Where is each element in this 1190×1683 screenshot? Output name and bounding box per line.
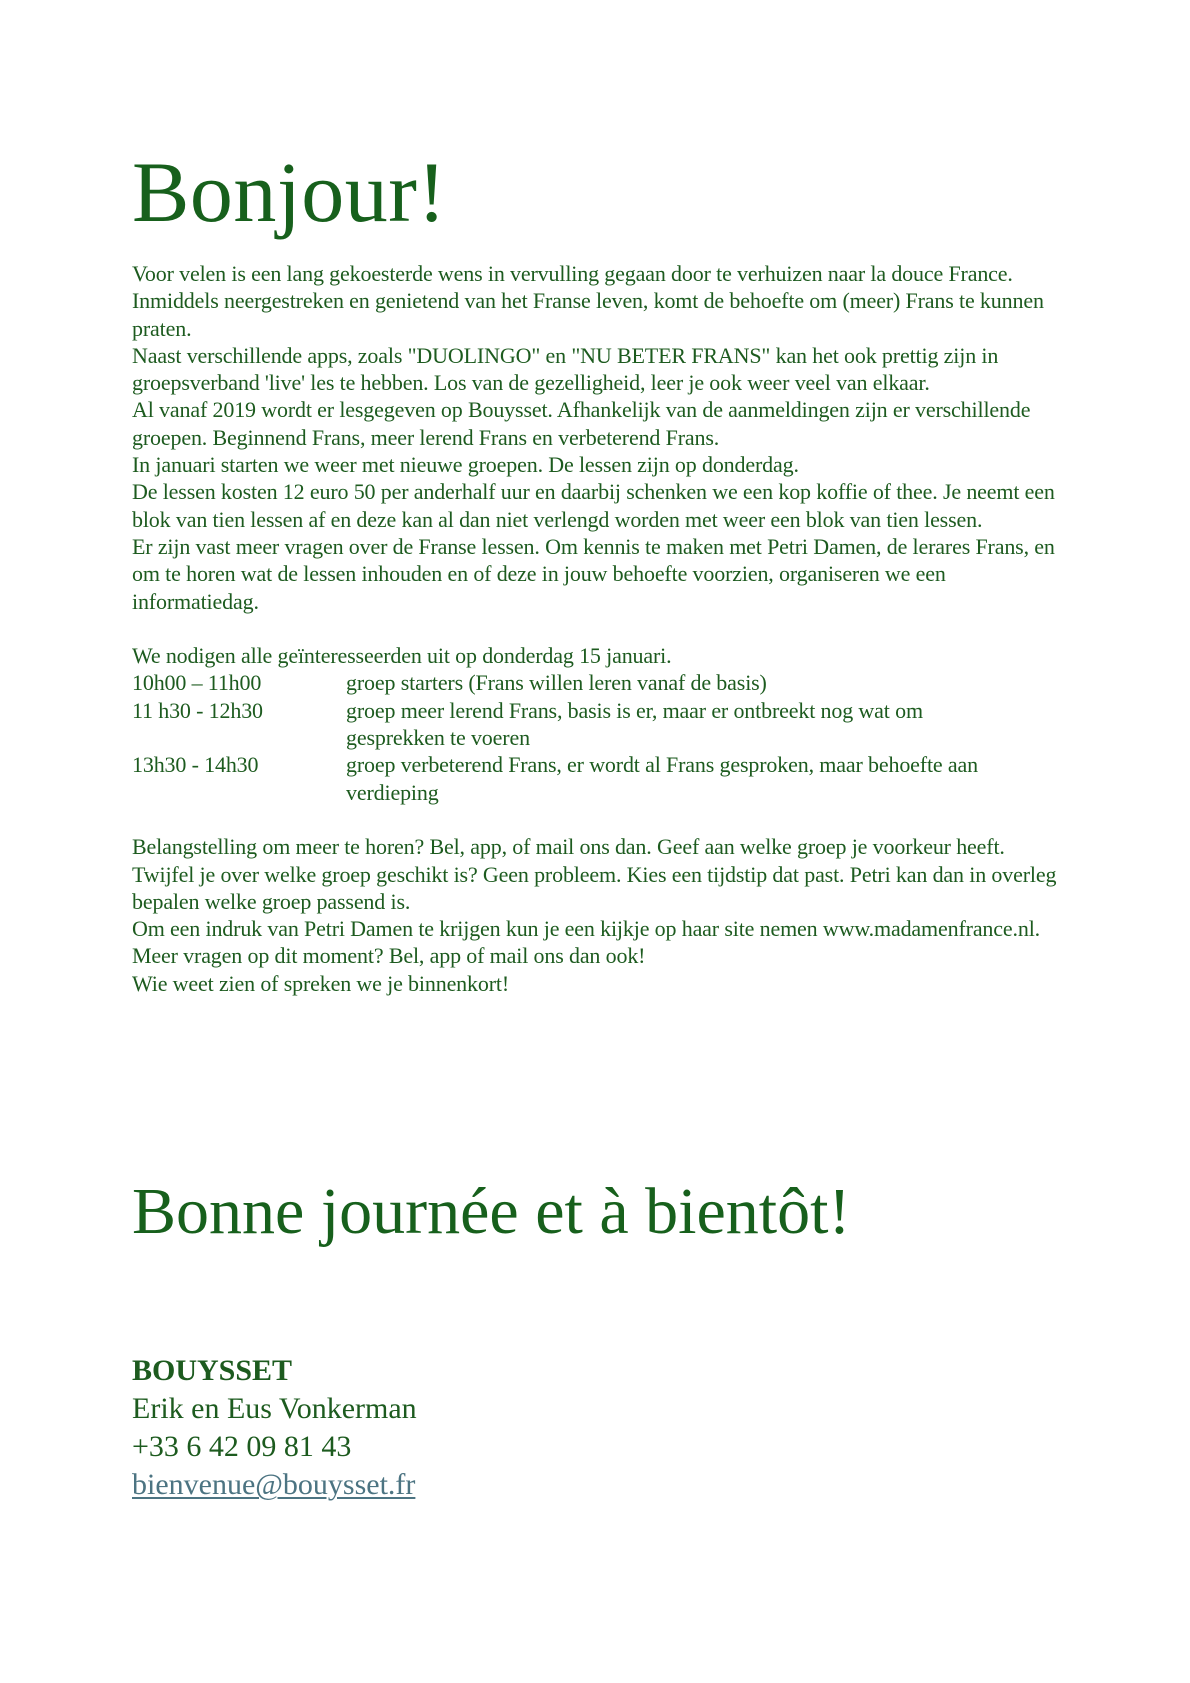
closing-heading: Bonne journée et à bientôt! [132, 1175, 851, 1248]
paragraph-january: In januari starten we weer met nieuwe groepen. De lessen zijn op donderdag. [132, 452, 799, 478]
paragraph-questions: Meer vragen op dit moment? Bel, app of mail ons dan ook! [132, 943, 646, 969]
paragraph-french-life: Inmiddels neergestreken en genietend van het Franse leven, komt de behoefte om (meer) Frans te kunnen praten. [132, 288, 1044, 341]
schedule-row [132, 697, 1062, 752]
paragraph-groups: Al vanaf 2019 wordt er lesgegeven op Bouysset. Afhankelijk van de aanmeldingen zijn er verschillende groepen. Beginnend Frans, meer lerend Frans en verbeterend Frans. [132, 397, 1031, 450]
body-text [132, 260, 1062, 997]
signature-block [132, 1352, 417, 1504]
schedule-time: 11 h30 - 12h30 [132, 697, 263, 723]
spacer [132, 615, 1062, 642]
paragraph-info-day: Er zijn vast meer vragen over de Franse lessen. Om kennis te maken met Petri Damen, de lerares Frans, en om te horen wat de lessen inhouden en of deze in jouw behoefte voorzien, organiseren we een informatiedag. [132, 533, 1055, 614]
invitation-text: We nodigen alle geïnteresseerden uit op donderdag 15 januari. [132, 643, 672, 669]
paragraph-intro: Voor velen is een lang gekoesterde wens in vervulling gegaan door te verhuizen naar la douce France. [132, 261, 1013, 286]
schedule-list [132, 669, 1062, 805]
schedule-description: groep meer lerend Frans, basis is er, maar er ontbreekt nog wat om gesprekken te voeren [346, 697, 923, 751]
paragraph-see-you: Wie weet zien of spreken we je binnenkort! [132, 970, 510, 996]
paragraph-apps: Naast verschillende apps, zoals "DUOLINGO" en "NU BETER FRANS" kan het ook prettig zijn in groepsverband 'live' les te hebben. Los van de gezelligheid, leer je ook weer veel van elkaar. [132, 342, 999, 396]
schedule-time: 13h30 - 14h30 [132, 752, 259, 778]
schedule-row [132, 669, 1062, 696]
schedule-description: groep verbeterend Frans, er wordt al Frans gesproken, maar behoefte aan verdieping [346, 752, 978, 805]
spacer [132, 806, 1062, 833]
paragraph-interest: Belangstelling om meer te horen? Bel, app, of mail ons dan. Geef aan welke groep je voorkeur heeft. Twijfel je over welke groep geschikt is? Geen probleem. Kies een tijdstip dat past. Petri kan dan in overleg bepalen welke groep passend is. [132, 834, 1057, 914]
signature-people: Erik en Eus Vonkerman [132, 1392, 417, 1425]
schedule-time: 10h00 – 11h00 [132, 670, 262, 696]
schedule-description: groep starters (Frans willen leren vanaf de basis) [346, 670, 767, 696]
signature-company: BOUYSSET [132, 1354, 293, 1387]
schedule-row [132, 751, 1062, 806]
paragraph-cost: De lessen kosten 12 euro 50 per anderhalf uur en daarbij schenken we een kop koffie of thee. Je neemt een blok van tien lessen af en deze kan al dan niet verlengd worden met weer een blok van tien lessen. [132, 479, 1055, 532]
page-title: Bonjour! [132, 144, 447, 240]
paragraph-website: Om een indruk van Petri Damen te krijgen kun je een kijkje op haar site nemen www.madamenfrance.nl. [132, 916, 1041, 942]
signature-phone: +33 6 42 09 81 43 [132, 1430, 352, 1463]
email-link[interactable]: bienvenue@bouysset.fr [132, 1468, 416, 1501]
